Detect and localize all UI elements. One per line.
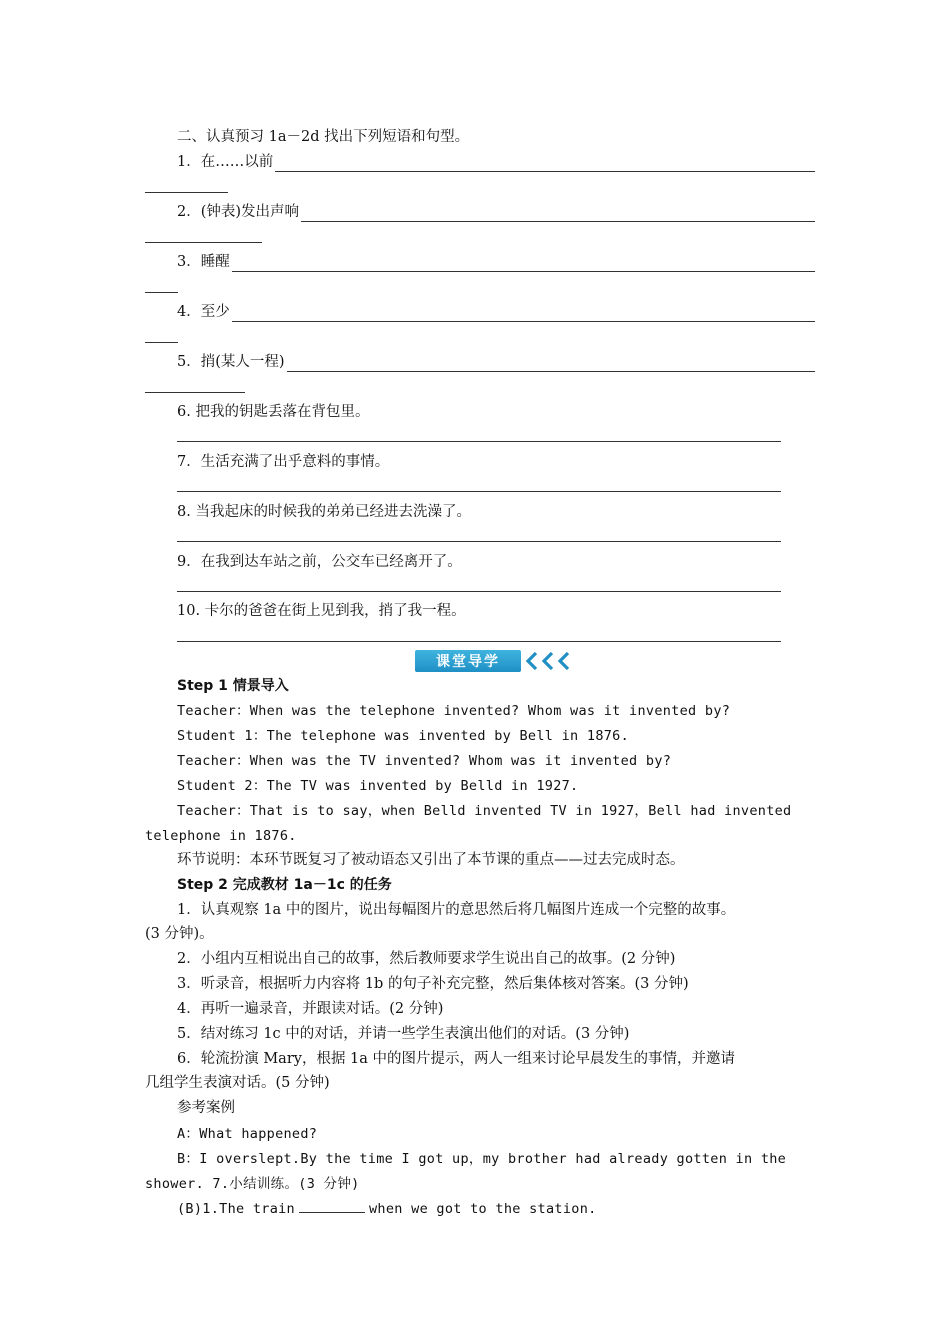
sentence-item-9: 9．在我到达车站之前，公交车已经离开了。 <box>177 554 462 570</box>
dialogue-line: Teacher：When was the telephone invented? Whom was it invented by? <box>177 703 731 719</box>
answer-line-continuation[interactable] <box>145 242 262 243</box>
phrase-label: 2．(钟表)发出声响 <box>177 204 300 220</box>
exercise-prefix: (B)1.The train <box>177 1201 295 1217</box>
banner-title: 课堂导学 <box>436 654 500 670</box>
answer-line[interactable] <box>287 357 815 372</box>
example-title: 参考案例 <box>177 1100 235 1116</box>
sentence-item-8: 8. 当我起床的时候我的弟弟已经进去洗澡了。 <box>177 504 471 520</box>
answer-line-continuation[interactable] <box>145 192 228 193</box>
dialogue-line: Teacher：When was the TV invented? Whom was it invented by? <box>177 753 672 769</box>
answer-line[interactable] <box>177 591 781 592</box>
phrase-label: 4．至少 <box>177 304 230 320</box>
task-line: (3 分钟)。 <box>145 926 214 942</box>
phrase-label: 5．捎(某人一程) <box>177 354 285 370</box>
task-line: 6．轮流扮演 Mary，根据 1a 中的图片提示，两人一组来讨论早晨发生的事情，并邀请 <box>177 1051 736 1067</box>
answer-line-continuation[interactable] <box>145 292 178 293</box>
sentence-item-10: 10. 卡尔的爸爸在街上见到我，捎了我一程。 <box>177 603 466 619</box>
task-line: 3．听录音，根据听力内容将 1b 的句子补充完整，然后集体核对答案。(3 分钟) <box>177 976 689 992</box>
exercise-suffix: when we got to the station. <box>369 1201 597 1217</box>
dialogue-line: Teacher：That is to say，when Belld invented TV in 1927，Bell had invented <box>177 803 792 819</box>
phrase-label: 3．睡醒 <box>177 254 230 270</box>
phrase-item-5 <box>145 352 815 372</box>
example-line: shower. 7.小结训练。(3 分钟) <box>145 1176 360 1192</box>
exercise-blank[interactable] <box>299 1200 365 1213</box>
example-line: B：I overslept.By the time I got up，my brother had already gotten in the <box>177 1151 787 1167</box>
step1-title: Step 1 情景导入 <box>177 678 289 694</box>
task-line: 4．再听一遍录音，并跟读对话。(2 分钟) <box>177 1001 444 1017</box>
answer-line[interactable] <box>232 307 815 322</box>
section-banner <box>415 650 585 672</box>
answer-line[interactable] <box>232 257 815 272</box>
dialogue-line: Student 1：The telephone was invented by Bell in 1876. <box>177 728 630 744</box>
exercise-line <box>145 1199 815 1219</box>
answer-line-continuation[interactable] <box>145 342 178 343</box>
dialogue-line: Student 2：The TV was invented by Belld in 1927. <box>177 778 579 794</box>
step2-title: Step 2 完成教材 1a－1c 的任务 <box>177 877 392 893</box>
answer-line[interactable] <box>275 157 815 172</box>
phrase-item-4 <box>145 302 815 322</box>
task-line: 1．认真观察 1a 中的图片，说出每幅图片的意思然后将几幅图片连成一个完整的故事。 <box>177 902 736 918</box>
dialogue-line: telephone in 1876. <box>145 828 297 844</box>
phrase-item-2 <box>145 202 815 222</box>
answer-line[interactable] <box>177 641 781 642</box>
phrase-item-3 <box>145 252 815 272</box>
example-line: A：What happened? <box>177 1126 318 1142</box>
answer-line[interactable] <box>301 207 815 222</box>
phrase-item-1 <box>145 152 815 172</box>
task-line: 2．小组内互相说出自己的故事，然后教师要求学生说出自己的故事。(2 分钟) <box>177 951 676 967</box>
banner-title-box <box>415 650 521 672</box>
task-line: 几组学生表演对话。(5 分钟) <box>145 1075 330 1091</box>
sentence-item-7: 7．生活充满了出乎意料的事情。 <box>177 454 390 470</box>
answer-line-continuation[interactable] <box>145 392 245 393</box>
answer-line[interactable] <box>177 491 781 492</box>
chevron-left-icon <box>555 650 573 672</box>
sentence-item-6: 6. 把我的钥匙丢落在背包里。 <box>177 404 370 420</box>
phrase-label: 1．在……以前 <box>177 154 274 170</box>
section-heading: 二、认真预习 1a－2d 找出下列短语和句型。 <box>177 129 470 145</box>
answer-line[interactable] <box>177 441 781 442</box>
answer-line[interactable] <box>177 541 781 542</box>
step1-note: 环节说明：本环节既复习了被动语态又引出了本节课的重点——过去完成时态。 <box>177 852 685 868</box>
task-line: 5．结对练习 1c 中的对话，并请一些学生表演出他们的对话。(3 分钟) <box>177 1026 630 1042</box>
